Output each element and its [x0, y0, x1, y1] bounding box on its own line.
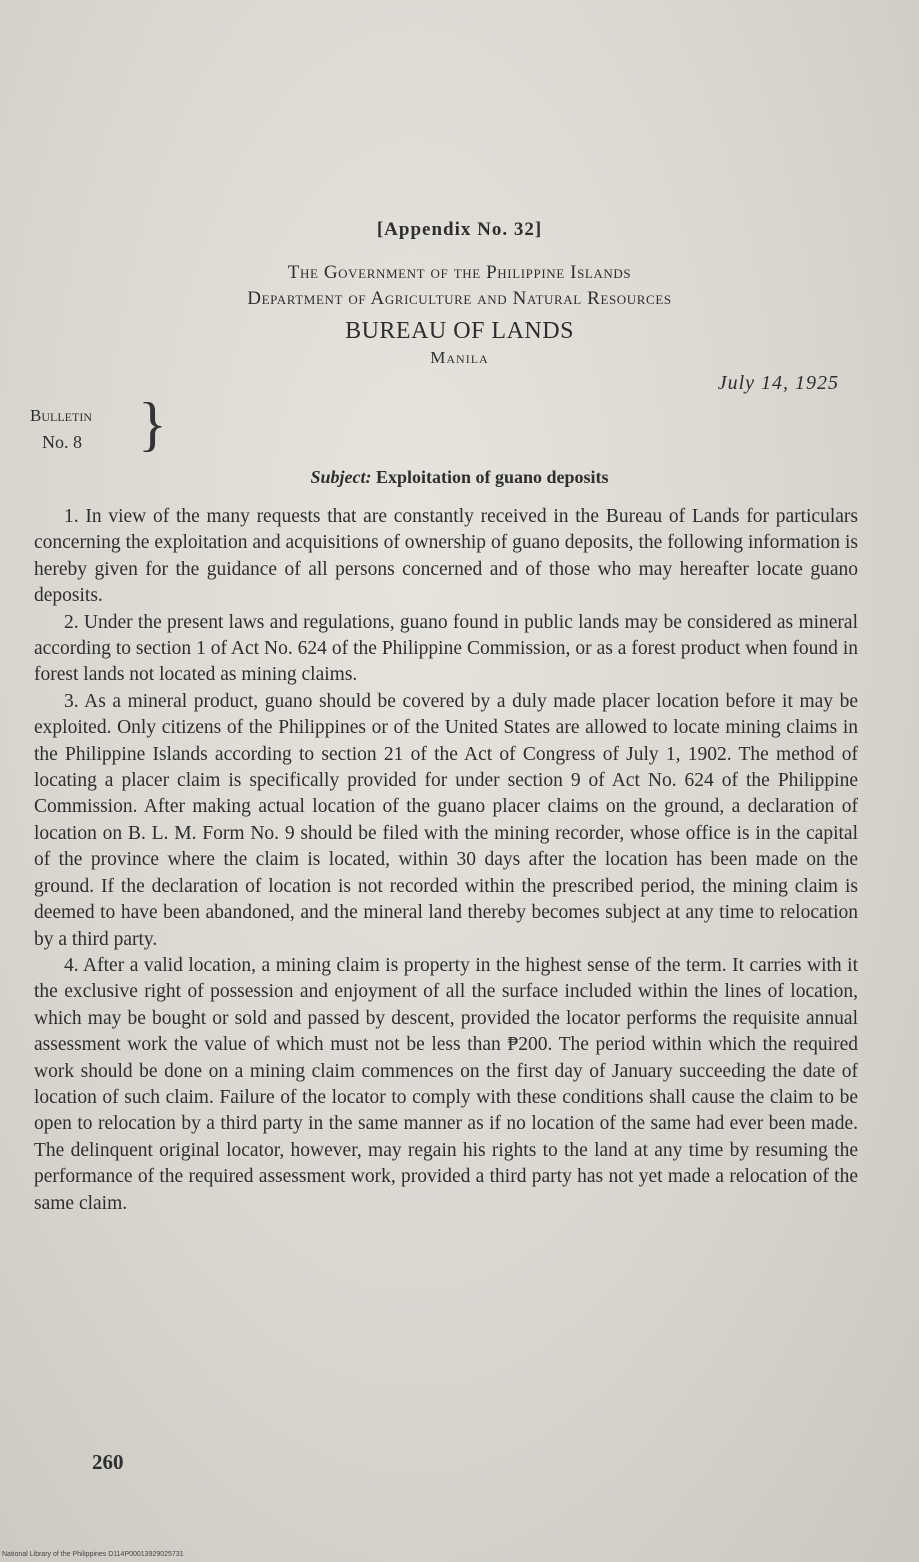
paragraph-1: 1. In view of the many requests that are constantly received in the Bureau of Lands for particulars concerning the exploitation and acquisitions of ownership of guano deposits, the following information is hereby given for the guidance of all persons concerned and of those who may hereafter locate guano deposits.: [34, 506, 858, 607]
page-number: 260: [92, 1450, 124, 1474]
document-date: July 14, 1925: [717, 372, 839, 394]
subject-line: [0, 467, 919, 488]
brace-glyph: }: [138, 391, 167, 457]
body-text: [34, 504, 858, 1217]
appendix-heading: [Appendix No. 32]: [376, 219, 543, 240]
bulletin-number: No. 8: [42, 432, 82, 452]
city-heading: Manila: [430, 348, 489, 367]
bulletin-label: Bulletin: [30, 406, 92, 425]
subject-label: Subject:: [310, 467, 372, 487]
government-heading: The Government of the Philippine Islands: [287, 262, 632, 283]
paragraph-3: 3. As a mineral product, guano should be covered by a duly made placer location before it may be exploited. Only citizens of the Philippines or of the United States are allowed to locate mining claims in the Philippine Islands according to section 21 of the Act of Congress of July 1, 1902. The method of locating a placer claim is specifically provided for under section 9 of Act No. 624 of the Philippine Commission. After making actual location of the guano placer claims on the ground, a declaration of location on B. L. M. Form No. 9 should be filed with the mining recorder, whose office is in the capital of the province where the claim is located, within 30 days after the location has been made on the ground. If the declaration of location is not recorded within the prescribed period, the mining claim is deemed to have been abandoned, and the mineral land thereby becomes subject at any time to relocation by a third party.: [34, 690, 858, 950]
subject-text: Exploitation of guano deposits: [375, 467, 609, 487]
bureau-heading: BUREAU OF LANDS: [345, 318, 574, 344]
department-heading: Department of Agriculture and Natural Resources: [247, 288, 672, 309]
scan-footer: National Library of the Philippines D114P00013929025731: [2, 1551, 184, 1558]
paragraph-2: 2. Under the present laws and regulations, guano found in public lands may be considered as mineral according to section 1 of Act No. 624 of the Philippine Commission, or as a forest product when found in forest lands not located as mining claims.: [34, 611, 858, 686]
paragraph-4: 4. After a valid location, a mining claim is property in the highest sense of the term. It carries with it the exclusive right of possession and enjoyment of all the surface included within the lines of location, which may be bought or sold and passed by descent, provided the locator performs the requisite annual assessment work the value of which must not be less than ₱200. The period within which the required work should be done on a mining claim commences on the first day of January succeeding the date of location of such claim. Failure of the locator to comply with these conditions shall cause the claim to be open to relocation by a third party in the same manner as if no location of the same had ever been made. The delinquent original locator, however, may regain his rights to the land at any time by resuming the performance of the required assessment work, provided a third party has not yet made a relocation of the same claim.: [34, 954, 858, 1214]
